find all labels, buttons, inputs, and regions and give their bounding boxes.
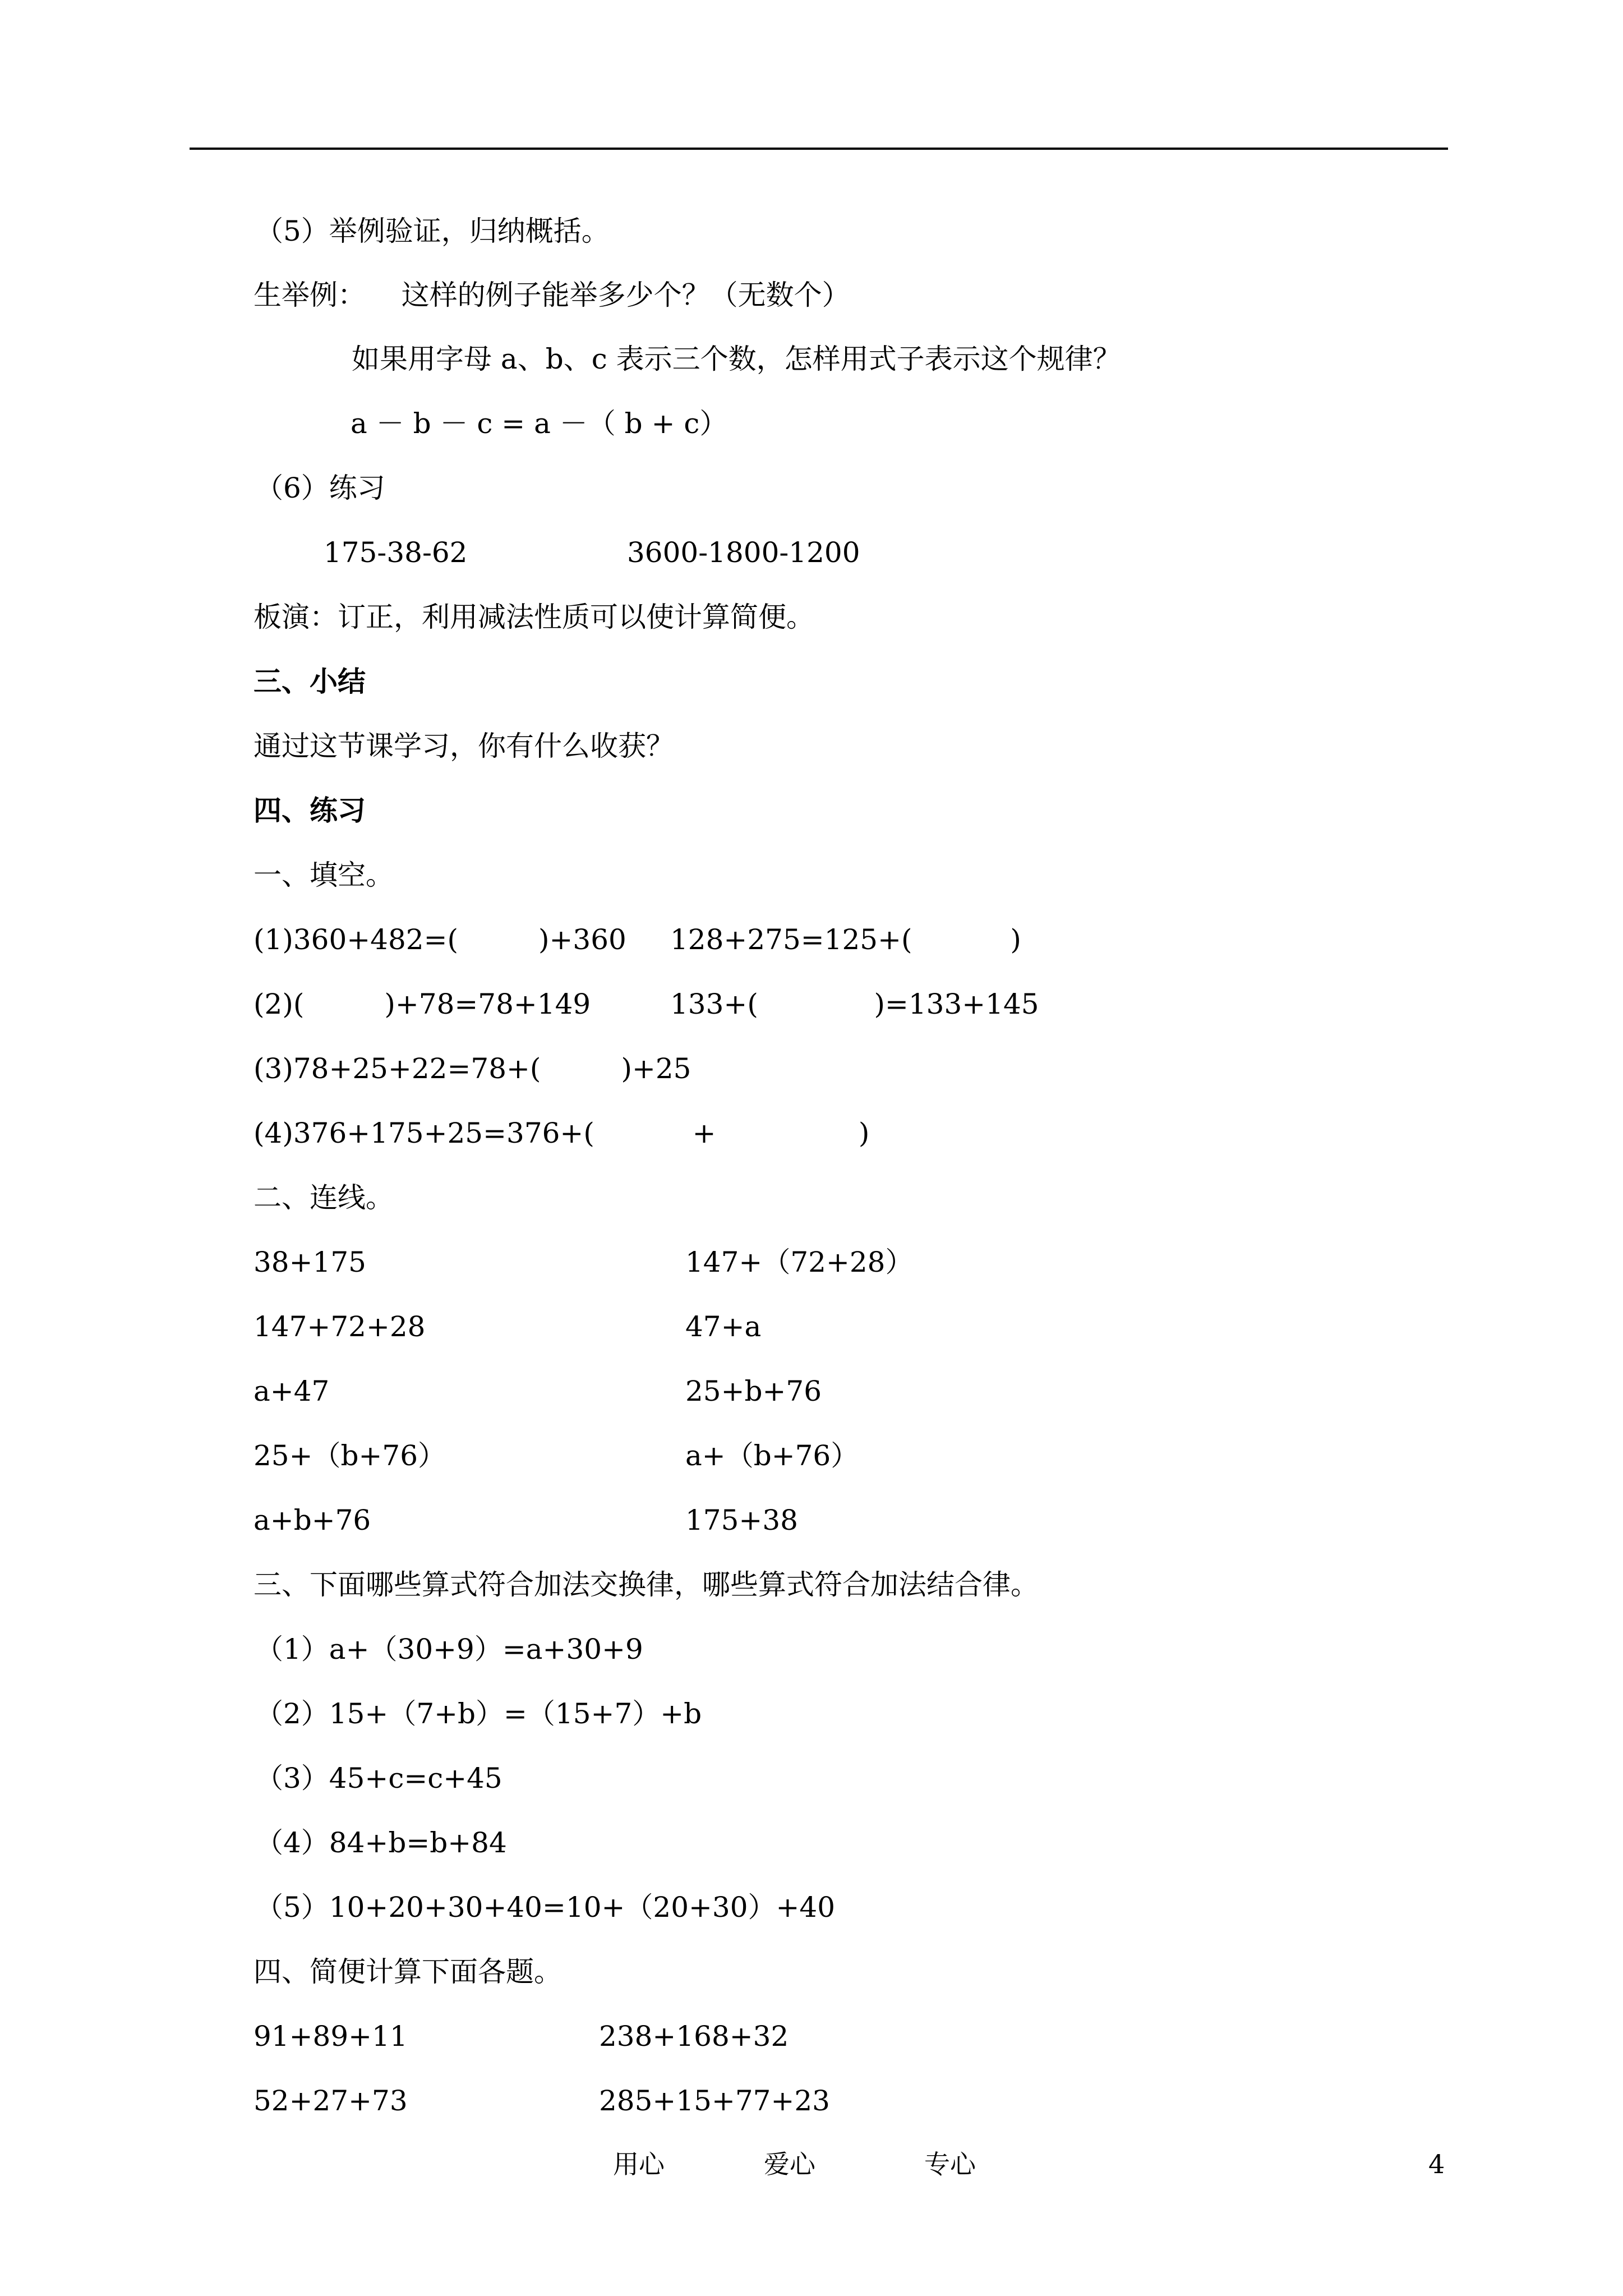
laws-item: （2）15+（7+b）=（15+7）+b bbox=[255, 1697, 702, 1730]
fill-blank-item: (4)376+175+25=376+( + ) bbox=[253, 1117, 870, 1149]
matching-left-item: 147+72+28 bbox=[253, 1310, 426, 1343]
laws-item: （3）45+c=c+45 bbox=[255, 1762, 502, 1795]
fill-blank-title: 一、填空。 bbox=[253, 859, 394, 891]
footer-slogan: 爱心 bbox=[764, 2149, 815, 2179]
matching-right-item: 175+38 bbox=[685, 1504, 798, 1536]
matching-left-item: a+47 bbox=[253, 1375, 330, 1407]
section-5-formula: a － b － c = a －（ b + c） bbox=[351, 407, 728, 440]
fill-blank-item: (3)78+25+22=78+( )+25 bbox=[253, 1052, 691, 1085]
laws-item: （1）a+（30+9）=a+30+9 bbox=[255, 1633, 643, 1665]
calc-item: 91+89+11 bbox=[253, 2020, 408, 2053]
summary-question: 通过这节课学习，你有什么收获？ bbox=[253, 730, 674, 762]
section-5-example: 生举例： 这样的例子能举多少个？（无数个） bbox=[253, 279, 850, 311]
board-text: 板演：订正，利用减法性质可以使计算简便。 bbox=[253, 601, 814, 633]
laws-item: （5）10+20+30+40=10+（20+30）+40 bbox=[255, 1891, 836, 1924]
practice-expression: 175-38-62 bbox=[324, 536, 468, 569]
section-5-question: 如果用字母 a、b、c 表示三个数，怎样用式子表示这个规律？ bbox=[352, 343, 1121, 375]
footer-slogan: 专心 bbox=[924, 2149, 976, 2179]
matching-left-item: 25+（b+76） bbox=[253, 1439, 446, 1472]
matching-left-item: a+b+76 bbox=[253, 1504, 371, 1536]
section-5-title: （5）举例验证，归纳概括。 bbox=[255, 215, 610, 247]
matching-right-item: a+（b+76） bbox=[685, 1439, 859, 1472]
laws-title: 三、下面哪些算式符合加法交换律，哪些算式符合加法结合律。 bbox=[253, 1568, 1039, 1601]
calc-item: 238+168+32 bbox=[599, 2020, 789, 2053]
calc-item: 285+15+77+23 bbox=[599, 2085, 830, 2117]
matching-right-item: 25+b+76 bbox=[685, 1375, 822, 1407]
fill-blank-item: (2)( )+78=78+149 bbox=[253, 988, 591, 1020]
fill-blank-item: 133+( )=133+145 bbox=[670, 988, 1039, 1020]
practice-expression: 3600-1800-1200 bbox=[627, 536, 860, 569]
heading-practice: 四、练习 bbox=[253, 794, 366, 827]
section-6-title: （6）练习 bbox=[255, 472, 385, 504]
calc-title: 四、简便计算下面各题。 bbox=[253, 1955, 562, 1988]
laws-item: （4）84+b=b+84 bbox=[255, 1826, 507, 1859]
calc-item: 52+27+73 bbox=[253, 2085, 408, 2117]
fill-blank-item: 128+275=125+( ) bbox=[670, 923, 1021, 956]
matching-right-item: 147+（72+28） bbox=[685, 1246, 914, 1278]
page-number: 4 bbox=[1428, 2149, 1445, 2179]
heading-summary: 三、小结 bbox=[253, 665, 366, 698]
matching-right-item: 47+a bbox=[685, 1310, 762, 1343]
footer-slogan: 用心 bbox=[613, 2149, 665, 2179]
matching-left-item: 38+175 bbox=[253, 1246, 366, 1278]
header-rule bbox=[190, 148, 1448, 150]
fill-blank-item: (1)360+482=( )+360 bbox=[253, 923, 626, 956]
matching-title: 二、连线。 bbox=[253, 1181, 394, 1214]
